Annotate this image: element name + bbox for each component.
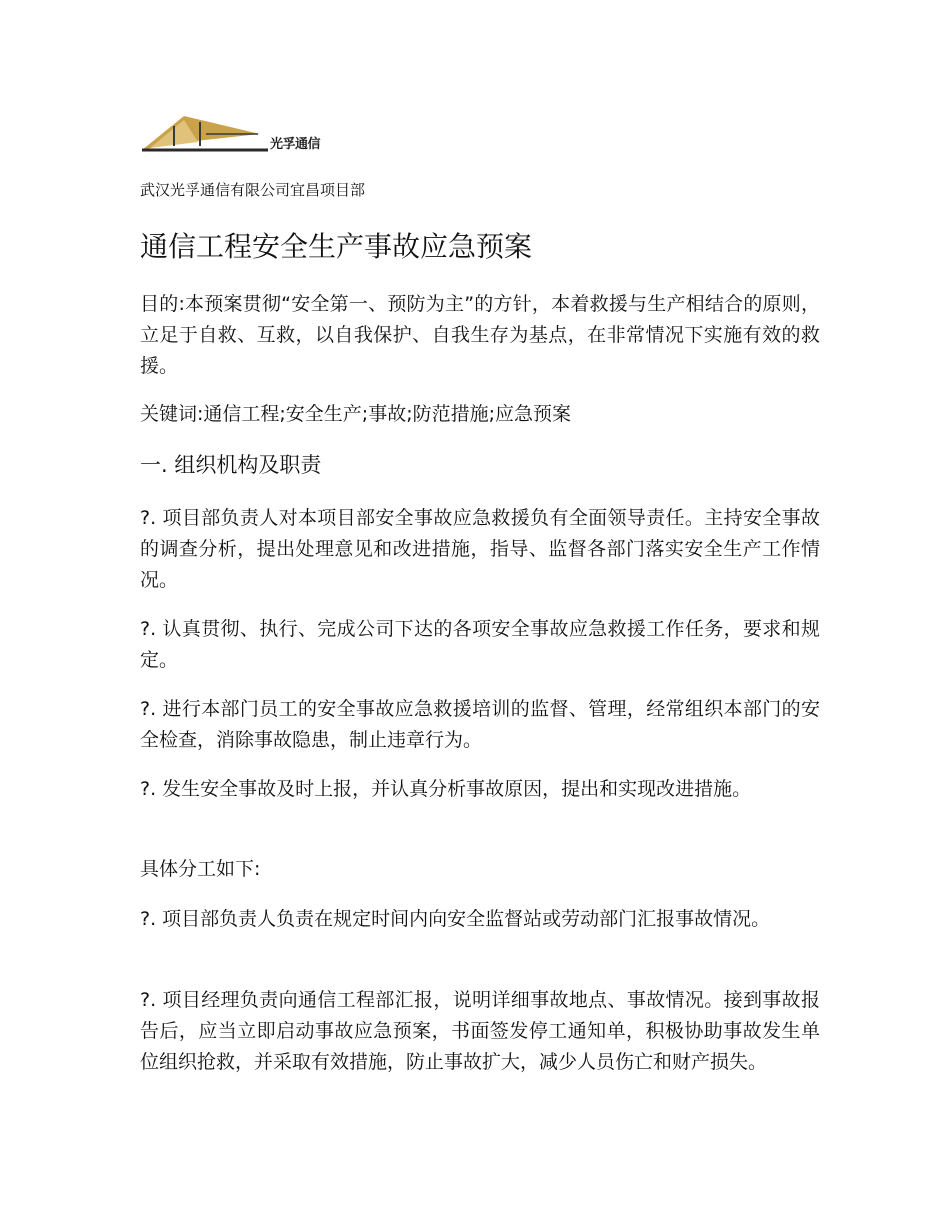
logo-text: 光孚通信 [270,137,321,152]
duty-item: ?. 项目部负责人对本项目部安全事故应急救援负有全面领导责任。主持安全事故的调查分析，提出处理意见和改进措施，指导、监督各部门落实安全生产工作情况。 [140,507,820,591]
division-intro: 具体分工如下: [140,858,261,880]
division-item: ?. 项目部负责人负责在规定时间内向安全监督站或劳动部门汇报事故情况。 [140,908,771,930]
logo-mark-icon [140,112,270,156]
document-title: 通信工程安全生产事故应急预案 [140,230,533,263]
duty-item: ?. 进行本部门员工的安全事故应急救援培训的监督、管理，经常组织本部门的安全检查，消除事故隐患，制止违章行为。 [140,698,820,751]
duty-item: ?. 发生安全事故及时上报，并认真分析事故原因，提出和实现改进措施。 [140,778,752,800]
company-name: 武汉光孚通信有限公司宜昌项目部 [140,181,366,199]
section-heading: 一. 组织机构及职责 [140,453,322,477]
purpose-paragraph: 目的:本预案贯彻“安全第一、预防为主”的方针，本着救援与生产相结合的原则，立足于自救、互救，以自我保护、自我生存为基点，在非常情况下实施有效的救援。 [140,293,820,377]
keywords-line: 关键词:通信工程;安全生产;事故;防范措施;应急预案 [140,403,572,425]
division-item: ?. 项目经理负责向通信工程部汇报，说明详细事故地点、事故情况。接到事故报告后，应当立即启动事故应急预案，书面签发停工通知单，积极协助事故发生单位组织抢救，并采取有效措施，防止事故扩大，减少人员伤亡和财产损失。 [140,989,820,1073]
company-logo [140,112,355,156]
duty-item: ?. 认真贯彻、执行、完成公司下达的各项安全事故应急救援工作任务，要求和规定。 [140,618,820,671]
